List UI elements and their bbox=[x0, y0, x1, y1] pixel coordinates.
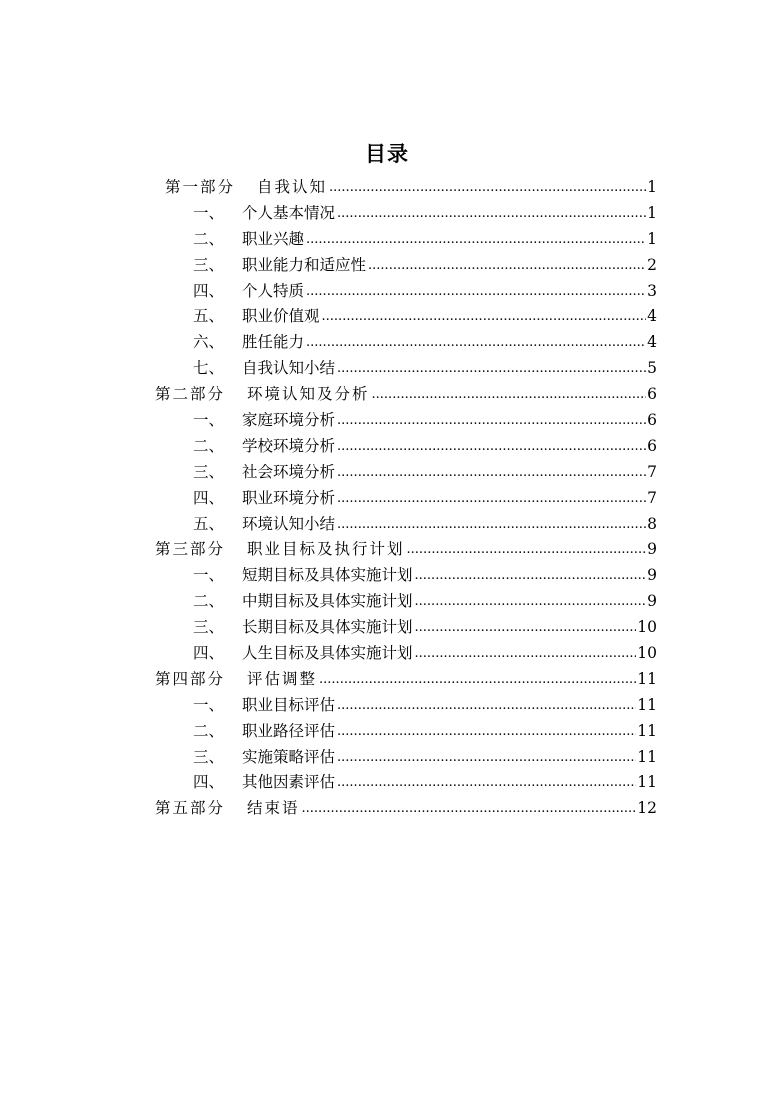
toc-page-number: 11 bbox=[637, 773, 657, 792]
toc-title: 目录 bbox=[365, 142, 409, 166]
toc-section-entry[interactable] bbox=[0, 563, 774, 589]
toc-entry-number: 一、 bbox=[193, 411, 225, 430]
toc-entry-title: 职业兴趣 bbox=[242, 229, 305, 248]
toc-page-number: 1 bbox=[647, 178, 657, 196]
toc-dot-leader bbox=[337, 459, 646, 486]
toc-dot-leader bbox=[337, 692, 636, 719]
toc-entry-title: 环境认知及分析 bbox=[247, 385, 370, 404]
toc-entry-title: 职业目标及执行计划 bbox=[247, 540, 405, 559]
toc-dot-leader bbox=[337, 200, 646, 227]
toc-page-number: 10 bbox=[637, 644, 657, 663]
toc-entry-number: 四、 bbox=[193, 644, 225, 663]
toc-section-entry[interactable] bbox=[0, 589, 774, 615]
toc-entry-title: 评估调整 bbox=[247, 669, 318, 688]
toc-dot-leader bbox=[329, 174, 646, 201]
toc-page-number: 9 bbox=[647, 540, 657, 559]
toc-section-entry[interactable] bbox=[0, 745, 774, 771]
toc-section-entry[interactable] bbox=[0, 693, 774, 719]
toc-entry-title: 个人特质 bbox=[242, 281, 305, 300]
toc-entry-title: 实施策略评估 bbox=[242, 747, 336, 766]
toc-dot-leader bbox=[306, 278, 646, 305]
toc-entry-number: 三、 bbox=[193, 462, 225, 481]
toc-page-number: 9 bbox=[647, 592, 657, 611]
toc-entry-title: 短期目标及具体实施计划 bbox=[242, 566, 413, 585]
toc-dot-leader bbox=[306, 329, 646, 356]
toc-section-entry[interactable] bbox=[0, 641, 774, 667]
toc-page-number: 12 bbox=[637, 799, 657, 818]
toc-page-number: 7 bbox=[647, 488, 657, 507]
toc-dot-leader bbox=[319, 666, 636, 693]
toc-entry-title: 职业环境分析 bbox=[242, 488, 336, 507]
toc-page-number: 6 bbox=[647, 411, 657, 430]
toc-section-entry[interactable] bbox=[0, 201, 774, 227]
toc-entry-number: 四、 bbox=[193, 281, 225, 300]
toc-page-number: 6 bbox=[647, 385, 657, 404]
toc-entry-title: 职业路径评估 bbox=[242, 721, 336, 740]
toc-entry-number: 一、 bbox=[193, 203, 225, 222]
toc-entry-number: 五、 bbox=[193, 307, 225, 326]
toc-page-number: 10 bbox=[637, 618, 657, 637]
toc-entry-number: 二、 bbox=[193, 592, 225, 611]
toc-page-number: 4 bbox=[647, 307, 657, 326]
toc-section-entry[interactable] bbox=[0, 434, 774, 460]
toc-section-entry[interactable] bbox=[0, 460, 774, 486]
toc-entry-title: 自我认知小结 bbox=[242, 359, 336, 378]
toc-dot-leader bbox=[407, 536, 647, 563]
toc-page-number: 3 bbox=[647, 281, 657, 300]
toc-page-number: 11 bbox=[637, 669, 657, 688]
toc-page-number: 5 bbox=[647, 359, 657, 378]
toc-page-number: 9 bbox=[647, 566, 657, 585]
toc-entry-number: 五、 bbox=[193, 514, 225, 533]
toc-entry-title: 职业目标评估 bbox=[242, 695, 336, 714]
toc-section-entry[interactable] bbox=[0, 330, 774, 356]
toc-dot-leader bbox=[337, 511, 646, 538]
toc-dot-leader bbox=[302, 795, 637, 822]
toc-section-entry[interactable] bbox=[0, 486, 774, 512]
toc-entry-number: 四、 bbox=[193, 773, 225, 792]
toc-dot-leader bbox=[337, 769, 636, 796]
toc-entry-title: 学校环境分析 bbox=[242, 436, 336, 455]
toc-dot-leader bbox=[368, 252, 646, 279]
toc-section-entry[interactable] bbox=[0, 253, 774, 279]
toc-dot-leader bbox=[372, 381, 647, 408]
toc-page-number: 11 bbox=[637, 721, 657, 740]
toc-entry-title: 人生目标及具体实施计划 bbox=[242, 644, 413, 663]
toc-entry-title: 家庭环境分析 bbox=[242, 411, 336, 430]
toc-entry-number: 第五部分 bbox=[155, 799, 226, 818]
toc-entry-number: 三、 bbox=[193, 255, 225, 274]
toc-part-entry[interactable] bbox=[0, 796, 774, 822]
toc-part-entry[interactable] bbox=[0, 537, 774, 563]
toc-entry-title: 胜任能力 bbox=[242, 333, 305, 352]
toc-entry-number: 第一部分 bbox=[165, 178, 236, 196]
toc-entry-title: 社会环境分析 bbox=[242, 462, 336, 481]
toc-entry-number: 七、 bbox=[193, 359, 225, 378]
toc-entry-number: 一、 bbox=[193, 695, 225, 714]
toc-entry-title: 其他因素评估 bbox=[242, 773, 336, 792]
toc-entry-number: 二、 bbox=[193, 229, 225, 248]
toc-page-number: 11 bbox=[637, 747, 657, 766]
toc-section-entry[interactable] bbox=[0, 356, 774, 382]
toc-section-entry[interactable] bbox=[0, 279, 774, 305]
toc-dot-leader bbox=[337, 433, 646, 460]
toc-entry-number: 第三部分 bbox=[155, 540, 226, 559]
toc-section-entry[interactable] bbox=[0, 227, 774, 253]
toc-entry-number: 三、 bbox=[193, 618, 225, 637]
toc-entry-title: 职业能力和适应性 bbox=[242, 255, 367, 274]
toc-entry-number: 四、 bbox=[193, 488, 225, 507]
toc-dot-leader bbox=[415, 614, 637, 641]
toc-page-number: 4 bbox=[647, 333, 657, 352]
toc-dot-leader bbox=[337, 485, 646, 512]
toc-dot-leader bbox=[415, 640, 637, 667]
toc-page-number: 8 bbox=[647, 514, 657, 533]
toc-entry-title: 环境认知小结 bbox=[242, 514, 336, 533]
toc-page-number: 1 bbox=[647, 229, 657, 248]
toc-entry-number: 第四部分 bbox=[155, 669, 226, 688]
toc-section-entry[interactable] bbox=[0, 770, 774, 796]
toc-entry-number: 二、 bbox=[193, 721, 225, 740]
toc-entry-title: 长期目标及具体实施计划 bbox=[242, 618, 413, 637]
toc-entry-number: 六、 bbox=[193, 333, 225, 352]
toc-entry-title: 个人基本情况 bbox=[242, 203, 336, 222]
toc-entry-title: 职业价值观 bbox=[242, 307, 320, 326]
toc-dot-leader bbox=[415, 562, 647, 589]
toc-entry-number: 一、 bbox=[193, 566, 225, 585]
toc-page-number: 1 bbox=[647, 203, 657, 222]
toc-page-number: 6 bbox=[647, 436, 657, 455]
toc-entry-title: 结束语 bbox=[247, 799, 300, 818]
toc-dot-leader bbox=[337, 355, 646, 382]
toc-section-entry[interactable] bbox=[0, 615, 774, 641]
toc-page-number: 7 bbox=[647, 462, 657, 481]
toc-dot-leader bbox=[337, 744, 636, 771]
toc-part-entry[interactable] bbox=[0, 667, 774, 693]
toc-entry-title: 自我认知 bbox=[257, 178, 328, 196]
toc-section-entry[interactable] bbox=[0, 719, 774, 745]
toc-dot-leader bbox=[337, 407, 646, 434]
toc-dot-leader bbox=[415, 588, 647, 615]
toc-part-entry[interactable] bbox=[0, 382, 774, 408]
toc-section-entry[interactable] bbox=[0, 408, 774, 434]
toc-section-entry[interactable] bbox=[0, 304, 774, 330]
toc-dot-leader bbox=[322, 303, 647, 330]
toc-dot-leader bbox=[306, 226, 646, 253]
toc-entry-number: 二、 bbox=[193, 436, 225, 455]
toc-entry-number: 三、 bbox=[193, 747, 225, 766]
toc-entry-number: 第二部分 bbox=[155, 385, 226, 404]
table-of-contents bbox=[0, 175, 774, 822]
toc-page-number: 11 bbox=[637, 695, 657, 714]
toc-entry-title: 中期目标及具体实施计划 bbox=[242, 592, 413, 611]
toc-dot-leader bbox=[337, 718, 636, 745]
toc-part-entry[interactable] bbox=[0, 175, 774, 201]
toc-section-entry[interactable] bbox=[0, 512, 774, 538]
toc-page-number: 2 bbox=[647, 255, 657, 274]
